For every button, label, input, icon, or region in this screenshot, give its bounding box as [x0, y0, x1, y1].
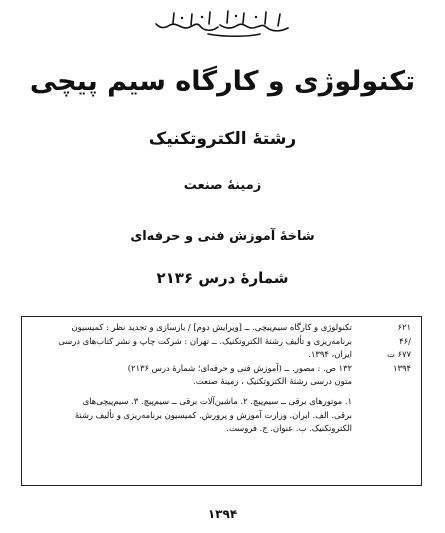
- field-title: رشتۀ الکتروتکنیک: [148, 129, 297, 149]
- catalog-line: الکتروتکنیک. ب. عنوان. ج. فروست.: [226, 423, 352, 434]
- classification-codes: [363, 321, 411, 375]
- cataloging-box: [21, 316, 422, 486]
- classification-code: ۶۷۷ ت: [386, 349, 411, 360]
- area-title: زمینۀ صنعت: [183, 178, 262, 193]
- catalog-line: متون درسی رشتۀ الکتروتکنیک ، زمینۀ صنعت.: [193, 376, 352, 387]
- catalog-line: ۱. موتورهای برقی ــ سیم‌پیچ. ۲. ماشین‌آلات برقی ــ سیم‌پیچ. ۳. سیم‌پیچی‌های: [82, 395, 352, 406]
- bismillah-calligraphy: [0, 8, 445, 40]
- catalog-line: برقی. الف. ایران. وزارت آموزش و پرورش. کمیسیون برنامه‌ریزی و تألیف رشتۀ: [74, 409, 352, 420]
- classification-code: ۱۳۹۴: [393, 362, 411, 373]
- catalog-line: برنامه‌ریزی و تألیف رشتۀ الکتروتکنیک. ــ تهران : شرکت چاپ و نشر کتاب‌های درسی: [58, 335, 352, 346]
- classification-code: ۶۲۱: [397, 322, 411, 332]
- catalog-line: تکنولوژی و کارگاه سیم‌پیچی. ــ [ویرایش دوم] / بازسازی و تجدید نظر : کمیسیون: [71, 322, 352, 332]
- classification-code: /۴۶: [399, 335, 411, 346]
- course-number: شمارۀ درس ۲۱۳۶: [156, 269, 289, 287]
- catalog-line: ایران، ۱۳۹۴.: [308, 349, 352, 360]
- book-title: تکنولوژی و کارگاه سیم پیچی: [29, 66, 416, 97]
- catalog-line: ۱۳۲ ص. : مصور. ــ (آموزش فنی و حرفه‌ای؛ شمارۀ درس ۲۱۳۶): [127, 362, 352, 373]
- bismillah-calligraphy-icon: [148, 8, 298, 40]
- cataloging-record: [30, 321, 352, 436]
- publication-year: ۱۳۹۴: [207, 507, 238, 521]
- branch-title: شاخۀ آموزش فنی و حرفه‌ای: [130, 229, 315, 244]
